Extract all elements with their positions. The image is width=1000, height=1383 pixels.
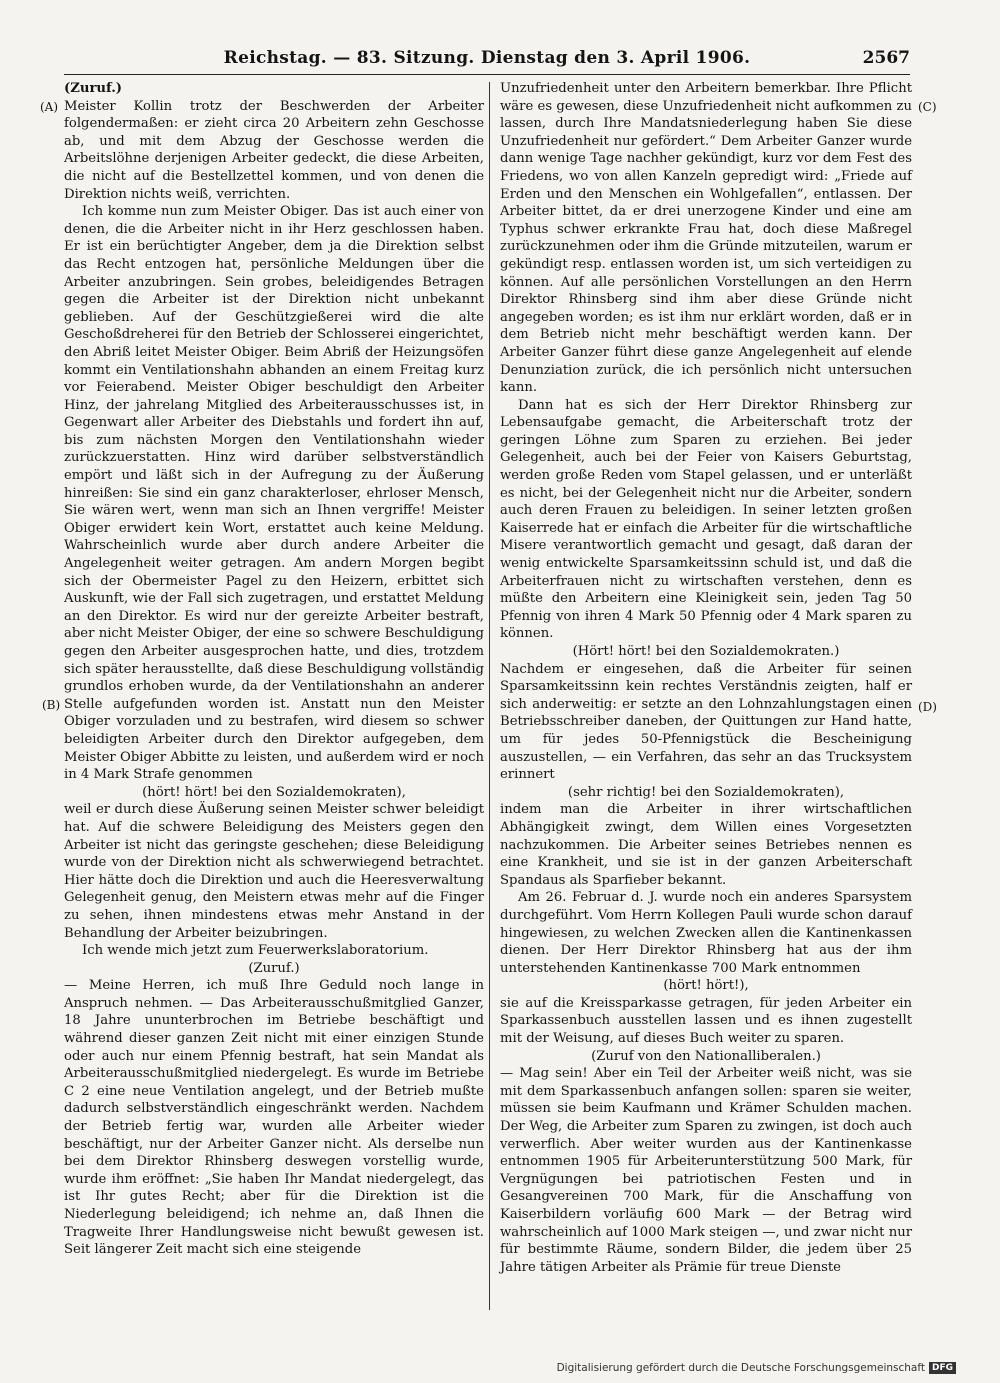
interjection: (Zuruf von den Nationalliberalen.): [591, 1048, 821, 1064]
paragraph: indem man die Arbeiter in ihrer wirtschaftlichen Abhängigkeit zwingt, dem Willen eines Vorgesetzten nachzukommen. Die Arbeiter seines Betriebes nennen es eine Krankheit, und sie ist in der ganzen Arbeiterschaft Spandaus als Sparfieber bekannt.: [500, 802, 912, 888]
left-column: [64, 80, 484, 1259]
margin-mark-a: (A): [40, 100, 59, 114]
paragraph: Meister Kollin trotz der Beschwerden der Arbeiter folgendermaßen: er zieht circa 20 Arbeitern zehn Geschosse ab, und mit dem Abzug der Geschosse werden die Arbeitslöhne derjenigen Arbeiter gedeckt, die diese Arbeiten, die nicht auf die Bestellzettel kommen, und von denen die Direktion nichts weiß, verrichten.: [64, 98, 484, 202]
interjection: (Zuruf.): [248, 960, 300, 976]
paragraph: Nachdem er eingesehen, daß die Arbeiter für seinen Sparsamkeitssinn kein rechtes Verständnis zeigten, half er sich anderweitig: er setzte an den Lohnzahlungstagen einen Betriebsschreiber daneben, der Quittungen zur Hand hatte, um für jedes 50-Pfennigstück die Bescheinigung auszustellen, — ein Verfahren, das sehr an das Trucksystem erinnert: [500, 661, 912, 783]
paragraph: Ich wende mich jetzt zum Feuerwerkslaboratorium.: [82, 943, 429, 959]
paragraph: weil er durch diese Äußerung seinen Meister schwer beleidigt hat. Auf die schwere Beleidigung des Meisters gegen den Arbeiter ist nicht das geringste geschehen; diese Beleidigung wurde von der Direktion nicht als schwerwiegend betrachtet. Hier hätte doch die Direktion und auch die Heeresverwaltung Gelegenheit genug, den Meistern etwas mehr auf die Finger zu sehen, ihnen mindestens etwas mehr Anstand in der Behandlung der Arbeiter beizubringen.: [64, 802, 484, 941]
page-number: 2567: [862, 48, 910, 68]
zuruf-top: (Zuruf.): [64, 81, 123, 96]
paragraph: Am 26. Februar d. J. wurde noch ein anderes Sparsystem durchgeführt. Vom Herrn Kollegen Pauli wurde schon darauf hingewiesen, zu welchen Zwecken allen die Kantinenkassen dienen. Der Herr Direktor Rhinsberg hat aus der ihm unterstehenden Kantinenkasse 700 Mark entnommen: [500, 890, 912, 976]
paragraph: — Mag sein! Aber ein Teil der Arbeiter weiß nicht, was sie mit dem Sparkassenbuch anfangen sollen: sparen sie weiter, müssen sie beim Kaufmann und Krämer Schulden machen. Der Weg, die Arbeiter zum Sparen zu zwingen, ist doch auch verwerflich. Aber weiter wurden aus der Kantinenkasse entnommen 1905 für Arbeiterunterstützung 500 Mark, für Vergnügungen bei patriotischen Festen und in Gesangvereinen 700 Mark, für die Anschaffung von Kaiserbildern vorläufig 600 Mark — der Betrag wird wahrscheinlich auf 1000 Mark steigen —, und zwar nicht nur für bestimmte Räume, sondern Bilder, die jedem über 25 Jahre tätigen Arbeiter als Prämie für treue Dienste: [500, 1066, 912, 1275]
paragraph: Unzufriedenheit unter den Arbeitern bemerkbar. Ihre Pflicht wäre es gewesen, diese Unzufriedenheit nicht aufkommen zu lassen, durch Ihre Mandatsniederlegung haben Sie diese Unzufriedenheit nur gefördert.“ Dem Arbeiter Ganzer wurde dann wenige Tage nachher gekündigt, kurz vor dem Fest des Friedens, wo von allen Kanzeln gepredigt wird: „Friede auf Erden und den Menschen ein Wohlgefallen“, entlassen. Der Arbeiter bittet, da er drei unerzogene Kinder und eine am Typhus schwer erkrankte Frau hat, doch diese Maßregel zurückzunehmen oder ihm die Gründe mitzuteilen, warum er gekündigt resp. entlassen worden ist, um sich verteidigen zu können. Auf alle persönlichen Vorstellungen an den Herrn Direktor Rhinsberg sind ihm aber diese Gründe nicht angegeben worden; es ist ihm nur erklärt worden, daß er in dem Betrieb nicht mehr beschäftigt werden kann. Der Arbeiter Ganzer führt diese ganze Angelegenheit auf elende Denunziation zurück, die ich persönlich nicht untersuchen kann.: [500, 81, 912, 396]
footer-text: Digitalisierung gefördert durch die Deutsche Forschungsgemeinschaft: [556, 1362, 925, 1374]
margin-mark-b: (B): [42, 698, 61, 712]
interjection: (hört! hört!),: [663, 978, 749, 994]
column-divider: [489, 82, 490, 1310]
paragraph: sie auf die Kreissparkasse getragen, für jeden Arbeiter ein Sparkassenbuch ausstellen lassen und es ihnen zugestellt mit der Weisung, auf dieses Buch weiter zu sparen.: [500, 995, 912, 1047]
paragraph: Dann hat es sich der Herr Direktor Rhinsberg zur Lebensaufgabe gemacht, die Arbeiterschaft trotz der geringen Löhne zum Sparen zu erziehen. Bei jeder Gelegenheit, auch bei der Feier von Kaisers Geburtstag, werden große Reden vom Stapel gelassen, und er unterläßt es nicht, bei der Gelegenheit nicht nur die Arbeiter, sondern auch deren Frauen zu beleidigen. In seiner letzten großen Kaiserrede hat er einfach die Arbeiter für die wirtschaftliche Misere verantwortlich gemacht und gesagt, daß daran der wenig entwickelte Sparsamkeitssinn schuld ist, und daß die Arbeiterfrauen nicht zu wirtschaften verstehen, denn es müßte den Arbeitern eine Kleinigkeit sein, jeden Tag 50 Pfennig von ihren 4 Mark 50 Pfennig oder 4 Mark sparen zu können.: [500, 397, 912, 642]
margin-mark-c: (C): [918, 100, 937, 114]
interjection: (Hört! hört! bei den Sozialdemokraten.): [572, 644, 840, 659]
page-header: [64, 44, 910, 75]
footer-credit: [557, 1362, 956, 1374]
dfg-logo-icon: DFG: [929, 1362, 956, 1374]
paragraph: Ich komme nun zum Meister Obiger. Das ist auch einer von denen, die die Arbeiter nicht in ihr Herz geschlossen haben. Er ist ein berüchtigter Angeber, dem ja die Direktion selbst das Recht entzogen hat, persönliche Meldungen über die Arbeiter anzubringen. Sein grobes, beleidigendes Betragen gegen die Arbeiter ist der Direktion nicht unbekannt geblieben. Auf der Geschützgießerei wird die alte Geschoßdreherei für den Betrieb der Schlosserei eingerichtet, den Abriß leitet Meister Obiger. Beim Abriß der Heizungsöfen kommt ein Ventilationshahn abhanden an einem Freitag kurz vor Feierabend. Meister Obiger beschuldigt den Arbeiter Hinz, der jahrelang Mitglied des Arbeiterausschusses ist, in Gegenwart aller Arbeiter des Diebstahls und fordert ihn auf, bis zum nächsten Morgen den Ventilationshahn wieder zurückzuerstatten. Hinz wird darüber selbstverständlich empört und läßt sich in der Aufregung zu der Äußerung hinreißen: Sie sind ein ganz charakterloser, ehrloser Mensch, Sie wären wert, wenn man sich an Ihnen vergriffe! Meister Obiger erwidert kein Wort, erstattet auch keine Meldung. Wahrscheinlich wurde aber durch andere Arbeiter die Angelegenheit weiter getragen. Am andern Morgen begibt sich der Obermeister Pagel zu den Heizern, erbittet sich Auskunft, wie der Fall sich zugetragen, und erstattet Meldung an den Direktor. Es wird nur der gereizte Arbeiter bestraft, aber nicht Meister Obiger, der eine so schwere Beschuldigung gegen den Arbeiter ausgesprochen hatte, und dies, trotzdem sich später herausstellte, daß diese Beschuldigung vollständig grundlos erhoben wurde, da der Ventilationshahn an anderer Stelle aufgefunden worden ist. Anstatt nun den Meister Obiger vorzuladen und zu bestrafen, wird diesem so schwer beleidigten Arbeiter durch den Direktor aufgegeben, dem Meister Obiger Abbitte zu leisten, und außerdem wird er noch in 4 Mark Strafe genommen: [64, 204, 484, 783]
right-column: [500, 80, 912, 1276]
interjection: (sehr richtig! bei den Sozialdemokraten),: [567, 784, 845, 800]
margin-mark-d: (D): [918, 700, 937, 714]
interjection: (hört! hört! bei den Sozialdemokraten),: [142, 784, 406, 800]
header-title: Reichstag. — 83. Sitzung. Dienstag den 3. April 1906.: [223, 48, 751, 68]
paragraph: — Meine Herren, ich muß Ihre Geduld noch lange in Anspruch nehmen. — Das Arbeiterausschußmitglied Ganzer, 18 Jahre ununterbrochen im Betriebe beschäftigt und während dieser ganzen Zeit nicht mit einer einzigen Stunde oder auch nur einem Pfennig bestraft, hat sein Mandat als Arbeiterausschußmitglied niedergelegt. Es wurde im Betriebe C 2 eine neue Ventilation angelegt, und der Betrieb mußte dadurch selbstverständlich eingeschränkt werden. Nachdem der Betrieb fertig war, wurden alle Arbeiter wieder beschäftigt, nur der Arbeiter Ganzer nicht. Als derselbe nun bei dem Direktor Rhinsberg deswegen vorstellig wurde, wurde ihm eröffnet: „Sie haben Ihr Mandat niedergelegt, das ist Ihr gutes Recht; aber für die Direktion ist die Niederlegung beleidigend; ich nehme an, daß Ihnen die Tragweite Ihrer Handlungsweise nicht bewußt gewesen ist. Seit längerer Zeit macht sich eine steigende: [64, 978, 484, 1258]
